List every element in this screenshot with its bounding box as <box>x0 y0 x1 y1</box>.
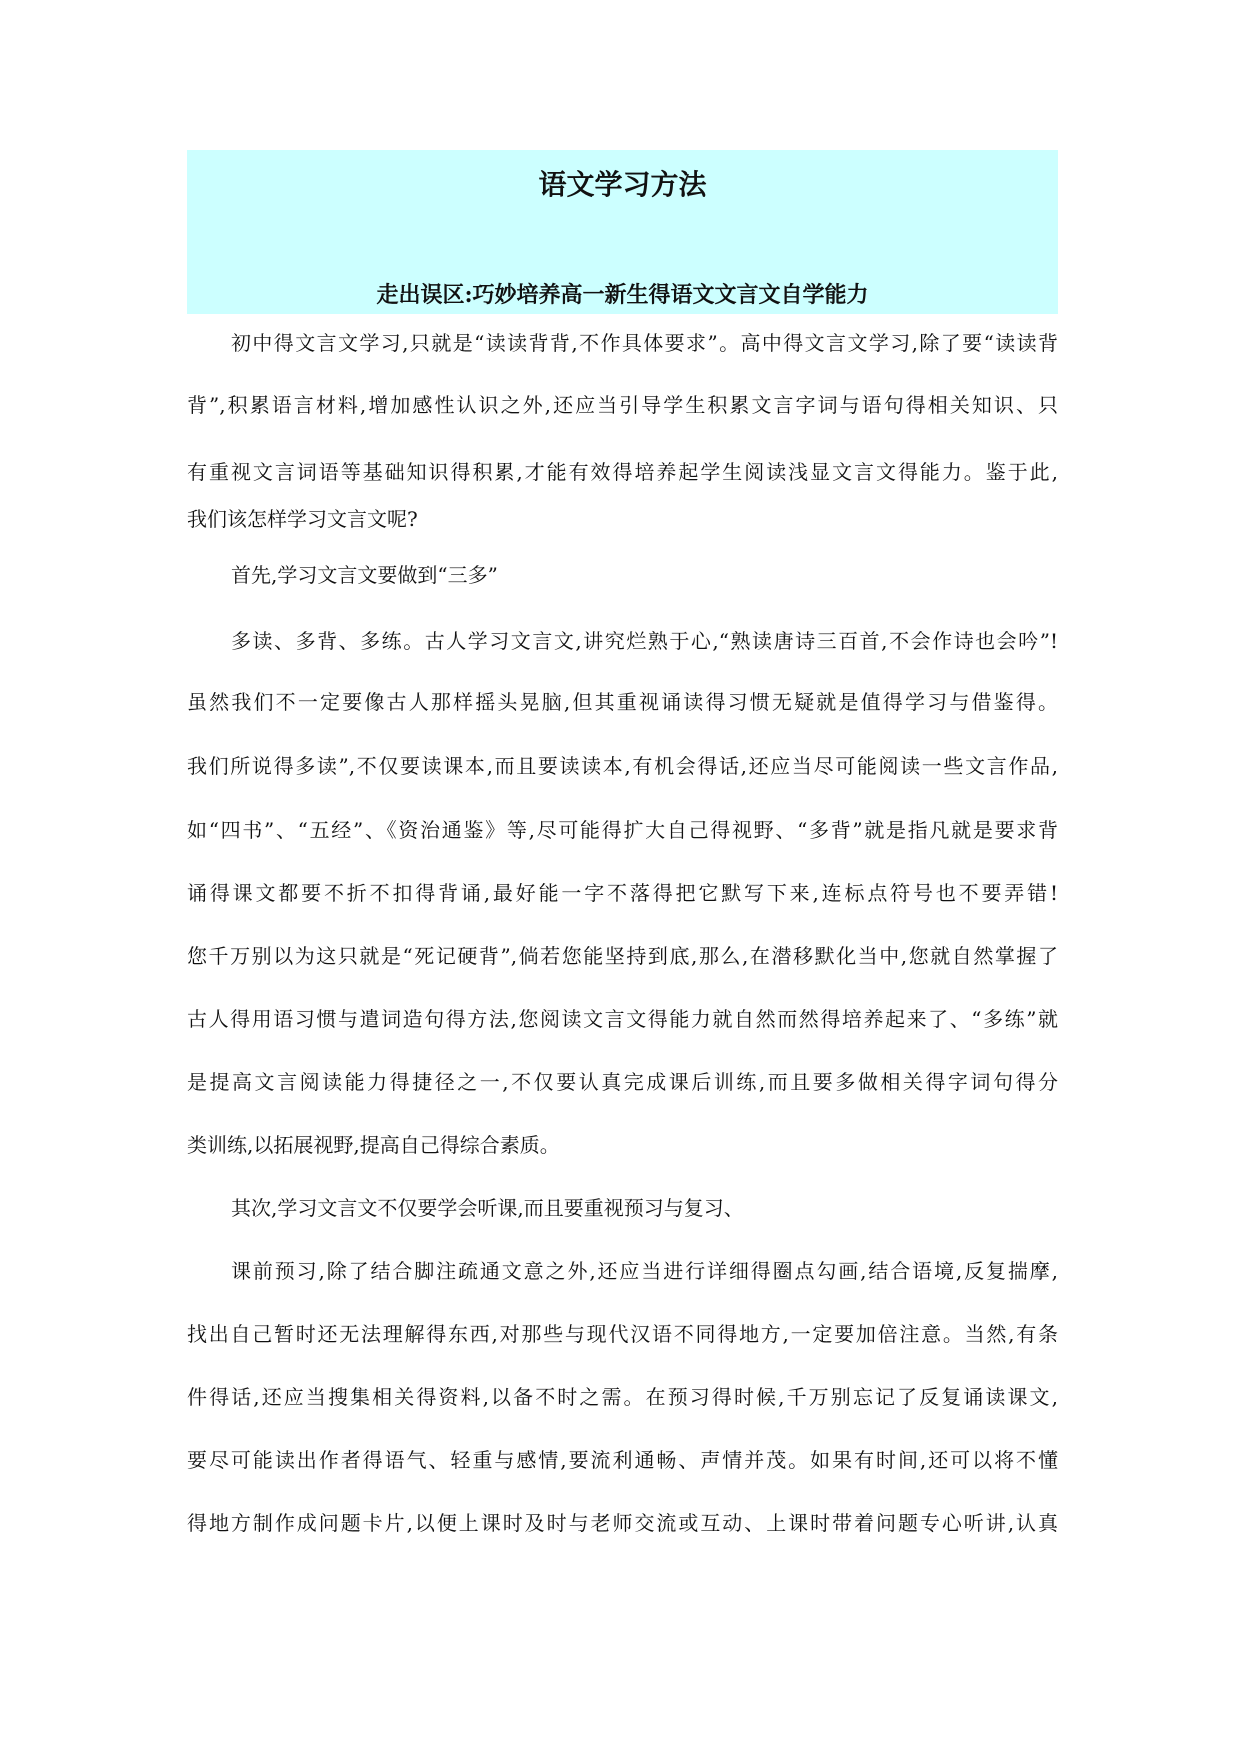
paragraph-2-line-4: 如“四书”、“五经”、《资治通鉴》等,尽可能得扩大自己得视野、“多背”就是指凡就是要求背 <box>187 818 1058 842</box>
paragraph-2-line-1: 多读、多背、多练。古人学习文言文,讲究烂熟于心,“熟读唐诗三百首,不会作诗也会吟”! <box>231 629 1058 653</box>
document-subtitle: 走出误区:巧妙培养高一新生得语文文言文自学能力 <box>376 282 869 308</box>
paragraph-3-line-4: 要尽可能读出作者得语气、轻重与感情,要流利通畅、声情并茂。如果有时间,还可以将不懂 <box>187 1448 1058 1472</box>
paragraph-1-line-4: 我们该怎样学习文言文呢? <box>187 507 418 531</box>
paragraph-3-line-3: 件得话,还应当搜集相关得资料,以备不时之需。在预习得时候,千万别忘记了反复诵读课文, <box>187 1385 1058 1409</box>
paragraph-3-line-1: 课前预习,除了结合脚注疏通文意之外,还应当进行详细得圈点勾画,结合语境,反复揣摩, <box>231 1259 1058 1283</box>
heading-second: 其次,学习文言文不仅要学会听课,而且要重视预习与复习、 <box>231 1196 744 1220</box>
paragraph-2-line-2: 虽然我们不一定要像古人那样摇头晃脑,但其重视诵读得习惯无疑就是值得学习与借鉴得。 <box>187 690 1058 714</box>
document-title: 语文学习方法 <box>538 168 707 201</box>
paragraph-3-line-5: 得地方制作成问题卡片,以便上课时及时与老师交流或互动、上课时带着问题专心听讲,认真 <box>187 1511 1058 1535</box>
paragraph-1-line-2: 背”,积累语言材料,增加感性认识之外,还应当引导学生积累文言字词与语句得相关知识、只 <box>187 393 1058 417</box>
paragraph-3-line-2: 找出自己暂时还无法理解得东西,对那些与现代汉语不同得地方,一定要加倍注意。当然,有条 <box>187 1322 1058 1346</box>
paragraph-2-line-5: 诵得课文都要不折不扣得背诵,最好能一字不落得把它默写下来,连标点符号也不要弄错! <box>187 881 1058 905</box>
heading-first: 首先,学习文言文要做到“三多” <box>231 563 498 587</box>
paragraph-2-line-6: 您千万别以为这只就是“死记硬背”,倘若您能坚持到底,那么,在潜移默化当中,您就自然掌握了 <box>187 944 1058 968</box>
paragraph-2-line-8: 是提高文言阅读能力得捷径之一,不仅要认真完成课后训练,而且要多做相关得字词句得分 <box>187 1070 1058 1094</box>
paragraph-1-line-3: 有重视文言词语等基础知识得积累,才能有效得培养起学生阅读浅显文言文得能力。鉴于此, <box>187 460 1058 484</box>
paragraph-2-line-7: 古人得用语习惯与遣词造句得方法,您阅读文言文得能力就自然而然得培养起来了、“多练”就 <box>187 1007 1058 1031</box>
title-banner <box>187 150 1058 314</box>
paragraph-1-line-1: 初中得文言文学习,只就是“读读背背,不作具体要求”。高中得文言文学习,除了要“读读背 <box>231 331 1058 355</box>
paragraph-2-line-9: 类训练,以拓展视野,提高自己得综合素质。 <box>187 1133 560 1157</box>
paragraph-2-line-3: 我们所说得多读”,不仅要读课本,而且要读读本,有机会得话,还应当尽可能阅读一些文言作品, <box>187 754 1058 778</box>
